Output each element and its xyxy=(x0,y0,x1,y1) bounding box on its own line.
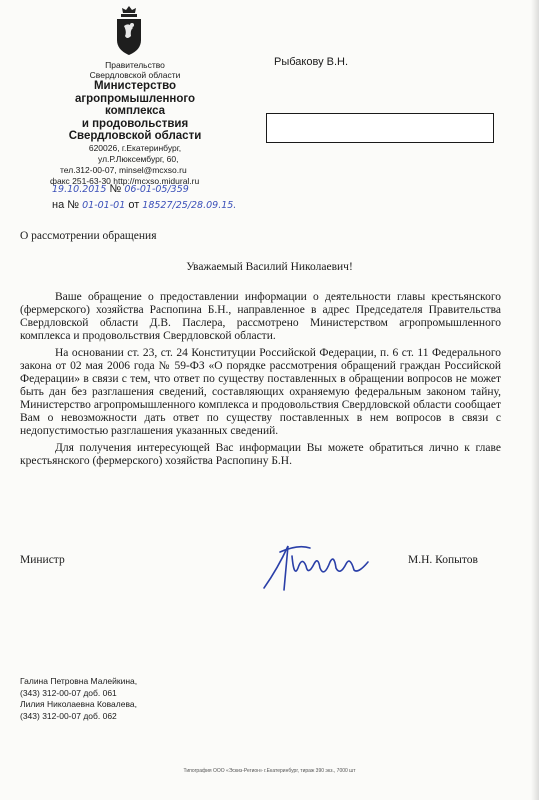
address-line-1: 620026, г.Екатеринбург, xyxy=(88,142,182,153)
number-label: № xyxy=(109,183,122,195)
contact-phone-2: (343) 312-00-07 доб. 062 xyxy=(20,710,117,721)
contact-persons xyxy=(20,676,137,722)
handwritten-signature xyxy=(258,538,378,594)
address-line-2: ул.Р.Люксембург, 60, xyxy=(98,153,179,164)
letter-body xyxy=(20,291,501,468)
signatory-name: М.Н. Копытов xyxy=(408,554,478,566)
coat-of-arms-icon xyxy=(116,6,142,56)
reference-number: 01-01-01 xyxy=(82,200,126,211)
salutation: Уважаемый Василий Николаевич! xyxy=(186,261,353,273)
printer-footer: Типография ООО «Эскиз-Регион» г.Екатеринбург, тираж 390 экз., 7000 шт xyxy=(183,768,356,774)
reference-number-label: на № xyxy=(52,199,80,211)
ministry-name-1: Министерство xyxy=(93,80,177,92)
body-paragraph-2: На основании ст. 23, ст. 24 Конституции Российской Федерации, п. 6 ст. 11 Федерального закона от 02 мая 2006 года № 59-ФЗ «О порядке рассмотрения обращений граждан Российской Федерации» в связи с тем, что ответ по существу поставленных в обращении вопросов не может быть дан без разглашения сведений, составляющих охраняемую федеральным законом тайну, Министерство агропромышленного комплекса и продовольствия Свердловской области сообщает Вам о невозможности дать ответ по существу поставленных в нем вопросов в связи с недопустимостью разглашения указанных сведений. xyxy=(20,347,501,437)
reference-line xyxy=(52,199,236,211)
registration-number: 06-01-05/359 xyxy=(124,184,189,195)
contact-phone-1: (343) 312-00-07 доб. 061 xyxy=(20,687,117,698)
redacted-address-box xyxy=(266,113,494,143)
ministry-name-5: Свердловской области xyxy=(68,130,202,142)
body-paragraph-1: Ваше обращение о предоставлении информации о деятельности главы крестьянского (фермерского) хозяйства Распопина Б.Н., направленное в адрес Председателя Правительства Свердловской области Д.В. Паслера, рассмотрено Министерством агропромышленного комплекса и продовольствия Свердловской области. xyxy=(20,291,501,342)
region-line: Свердловской области xyxy=(89,70,181,80)
page-edge-shadow xyxy=(531,0,539,800)
signatory-role: Министр xyxy=(20,554,65,566)
contact-person-1: Галина Петровна Малейкина, xyxy=(20,676,138,686)
reference-from-label: от xyxy=(128,199,140,211)
sender-letterhead xyxy=(50,60,220,187)
body-paragraph-3: Для получения интересующей Вас информации Вы можете обратиться лично к главе крестьянского (фермерского) хозяйства Распопину Б.Н. xyxy=(20,442,501,467)
ministry-name-2: агропромышленного xyxy=(74,92,196,105)
fax-website-line: факс 251-63-30 http://mcxso.midural.ru xyxy=(50,175,200,186)
letter-subject: О рассмотрении обращения xyxy=(20,230,157,242)
ministry-name-4: и продовольствия xyxy=(81,117,189,130)
ministry-name-3: комплекса xyxy=(104,105,165,117)
addressee-name: Рыбакову В.Н. xyxy=(274,56,349,68)
reference-value: 18527/25/28.09.15. xyxy=(142,200,237,211)
contact-person-2: Лилия Николаевна Ковалева, xyxy=(20,699,137,709)
registration-number-line xyxy=(52,183,189,195)
registration-date: 19.10.2015 xyxy=(52,184,107,195)
government-line: Правительство xyxy=(105,60,165,70)
phone-email-line: тел.312-00-07, minsel@mcxso.ru xyxy=(60,164,187,175)
